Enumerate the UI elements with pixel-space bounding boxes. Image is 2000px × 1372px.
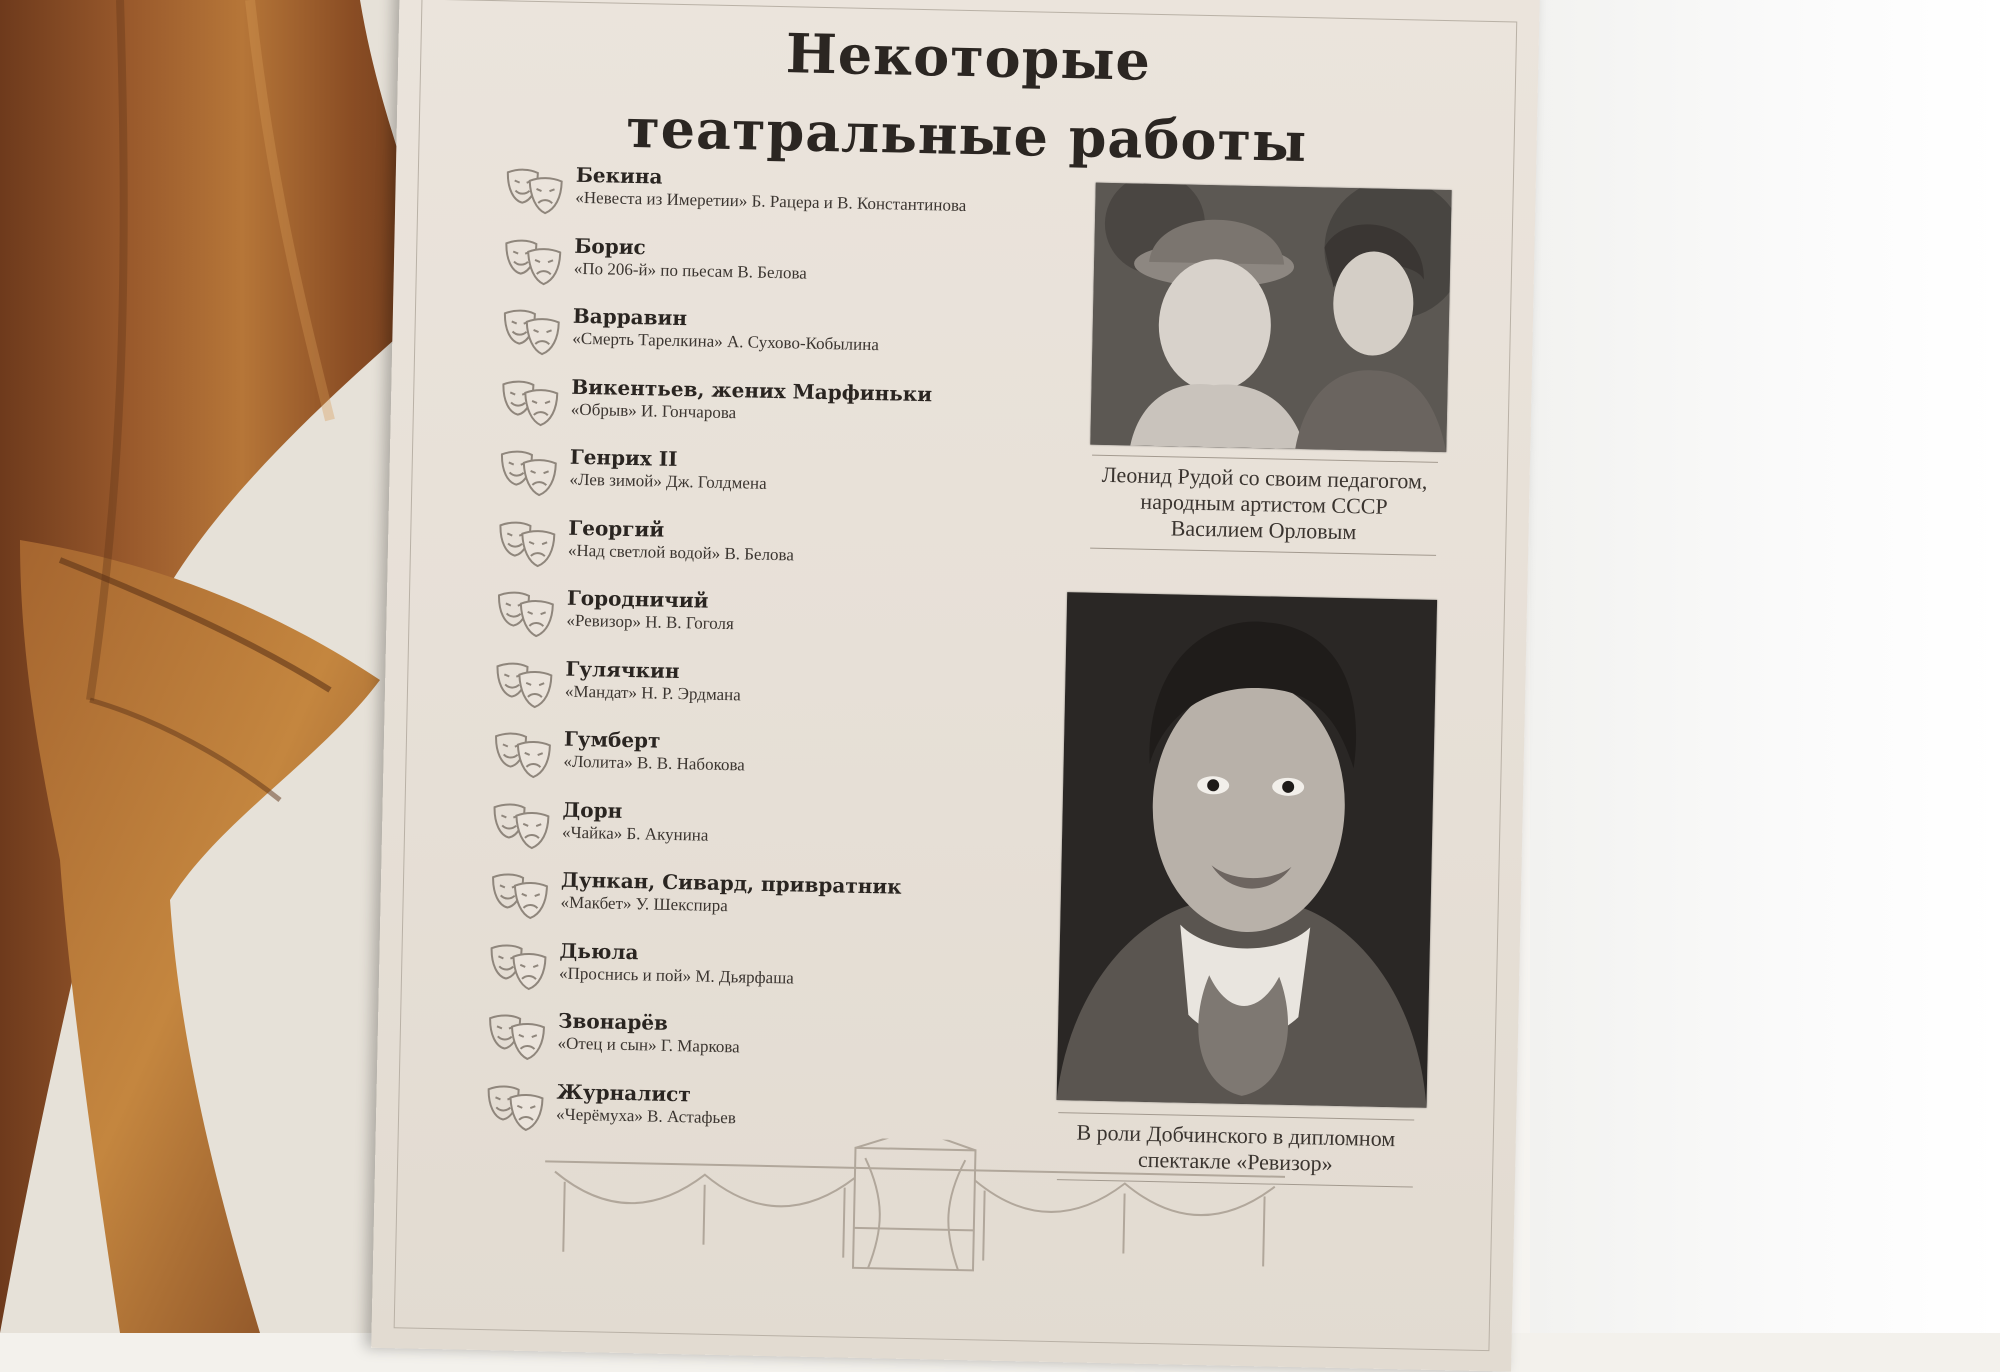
theatre-masks-icon xyxy=(490,801,553,852)
role-name: Журналист xyxy=(556,1079,692,1106)
role-item xyxy=(471,724,1072,807)
caption-line-2: народным артистом СССР xyxy=(1140,488,1388,519)
role-item xyxy=(481,230,1082,313)
role-name: Гумберт xyxy=(563,726,661,753)
role-play: «Макбет» У. Шекспира xyxy=(560,892,728,916)
poster-title-line-1: Некоторые xyxy=(785,21,1152,93)
theatre-masks-icon xyxy=(501,237,564,288)
theatre-masks-icon xyxy=(500,307,563,358)
poster-title xyxy=(396,6,1539,186)
role-item xyxy=(480,301,1081,384)
role-play: «Отец и сын» Г. Маркова xyxy=(557,1033,740,1057)
photo-rudoy-and-orlov-caption xyxy=(1078,454,1450,556)
theatre-masks-icon xyxy=(493,660,556,711)
role-name: Дорн xyxy=(562,797,623,823)
role-play: «Невеста из Имеретии» Б. Рацера и В. Константинова xyxy=(575,187,967,215)
theatre-masks-icon xyxy=(484,1083,547,1134)
caption-line-1: В роли Добчинского в дипломном xyxy=(1076,1119,1396,1152)
role-play: «Лолита» В. В. Набокова xyxy=(563,751,746,775)
role-play: «Мандат» Н. Р. Эрдмана xyxy=(564,681,741,704)
role-name: Дьюла xyxy=(559,938,639,964)
role-name: Викентьев, жених Марфиньки xyxy=(571,374,933,406)
theatre-masks-icon xyxy=(503,166,566,217)
role-name: Бекина xyxy=(575,162,663,189)
role-name: Генрих II xyxy=(569,444,678,471)
theatre-stage-ornament xyxy=(522,1131,1305,1317)
role-play: «Ревизор» Н. В. Гоголя xyxy=(566,610,735,634)
role-play: «Лев зимой» Дж. Голдмена xyxy=(569,469,767,493)
role-item xyxy=(469,794,1070,877)
photo-rudoy-and-orlov-image xyxy=(1090,183,1451,452)
role-name: Дункан, Сивард, привратник xyxy=(560,867,902,899)
role-name: Варравин xyxy=(572,303,688,331)
caption-line-2: спектакле «Ревизор» xyxy=(1137,1146,1333,1176)
photo-dobchinsky-role-image xyxy=(1057,592,1438,1108)
role-name: Городничий xyxy=(566,585,709,613)
role-play: «Чайка» Б. Акунина xyxy=(561,822,709,845)
role-play: «По 206-й» по пьесам В. Белова xyxy=(573,258,808,283)
caption-line-3: Василием Орловым xyxy=(1170,515,1357,545)
role-item xyxy=(475,512,1076,595)
theatre-masks-icon xyxy=(499,378,562,429)
role-play: «Черёмуха» В. Астафьев xyxy=(555,1104,737,1127)
window-light xyxy=(1530,0,2000,1333)
photo-rudoy-and-orlov xyxy=(1090,183,1451,452)
theatre-masks-icon xyxy=(488,871,551,922)
role-name: Георгий xyxy=(568,515,665,542)
role-item xyxy=(478,371,1079,454)
role-item xyxy=(483,160,1084,243)
role-play: «Смерть Тарелкина» А. Сухово-Кобылина xyxy=(572,328,880,355)
role-item xyxy=(466,935,1067,1018)
caption-line-1: Леонид Рудой со своим педагогом, xyxy=(1101,461,1428,494)
poster-title-line-2: театральные работы xyxy=(625,95,1308,175)
theatre-masks-icon xyxy=(487,942,550,993)
role-item xyxy=(474,583,1075,666)
exhibit-poster xyxy=(371,0,1540,1372)
role-name: Звонарёв xyxy=(557,1008,669,1035)
role-item xyxy=(477,442,1078,525)
role-item xyxy=(472,653,1073,736)
role-item xyxy=(468,865,1069,948)
role-play: «Над светлой водой» В. Белова xyxy=(567,540,795,564)
roles-list xyxy=(463,160,1084,1159)
role-name: Борис xyxy=(574,233,647,259)
theatre-masks-icon xyxy=(485,1012,548,1063)
theatre-masks-icon xyxy=(497,448,560,499)
role-item xyxy=(465,1006,1066,1089)
role-play: «Проснись и пой» М. Дьярфаша xyxy=(558,963,795,988)
role-play: «Обрыв» И. Гончарова xyxy=(570,399,737,422)
role-name: Гулячкин xyxy=(565,656,680,683)
theatre-masks-icon xyxy=(491,730,554,781)
photo-dobchinsky-role xyxy=(1057,592,1438,1108)
theatre-masks-icon xyxy=(496,519,559,570)
theatre-masks-icon xyxy=(494,589,557,640)
